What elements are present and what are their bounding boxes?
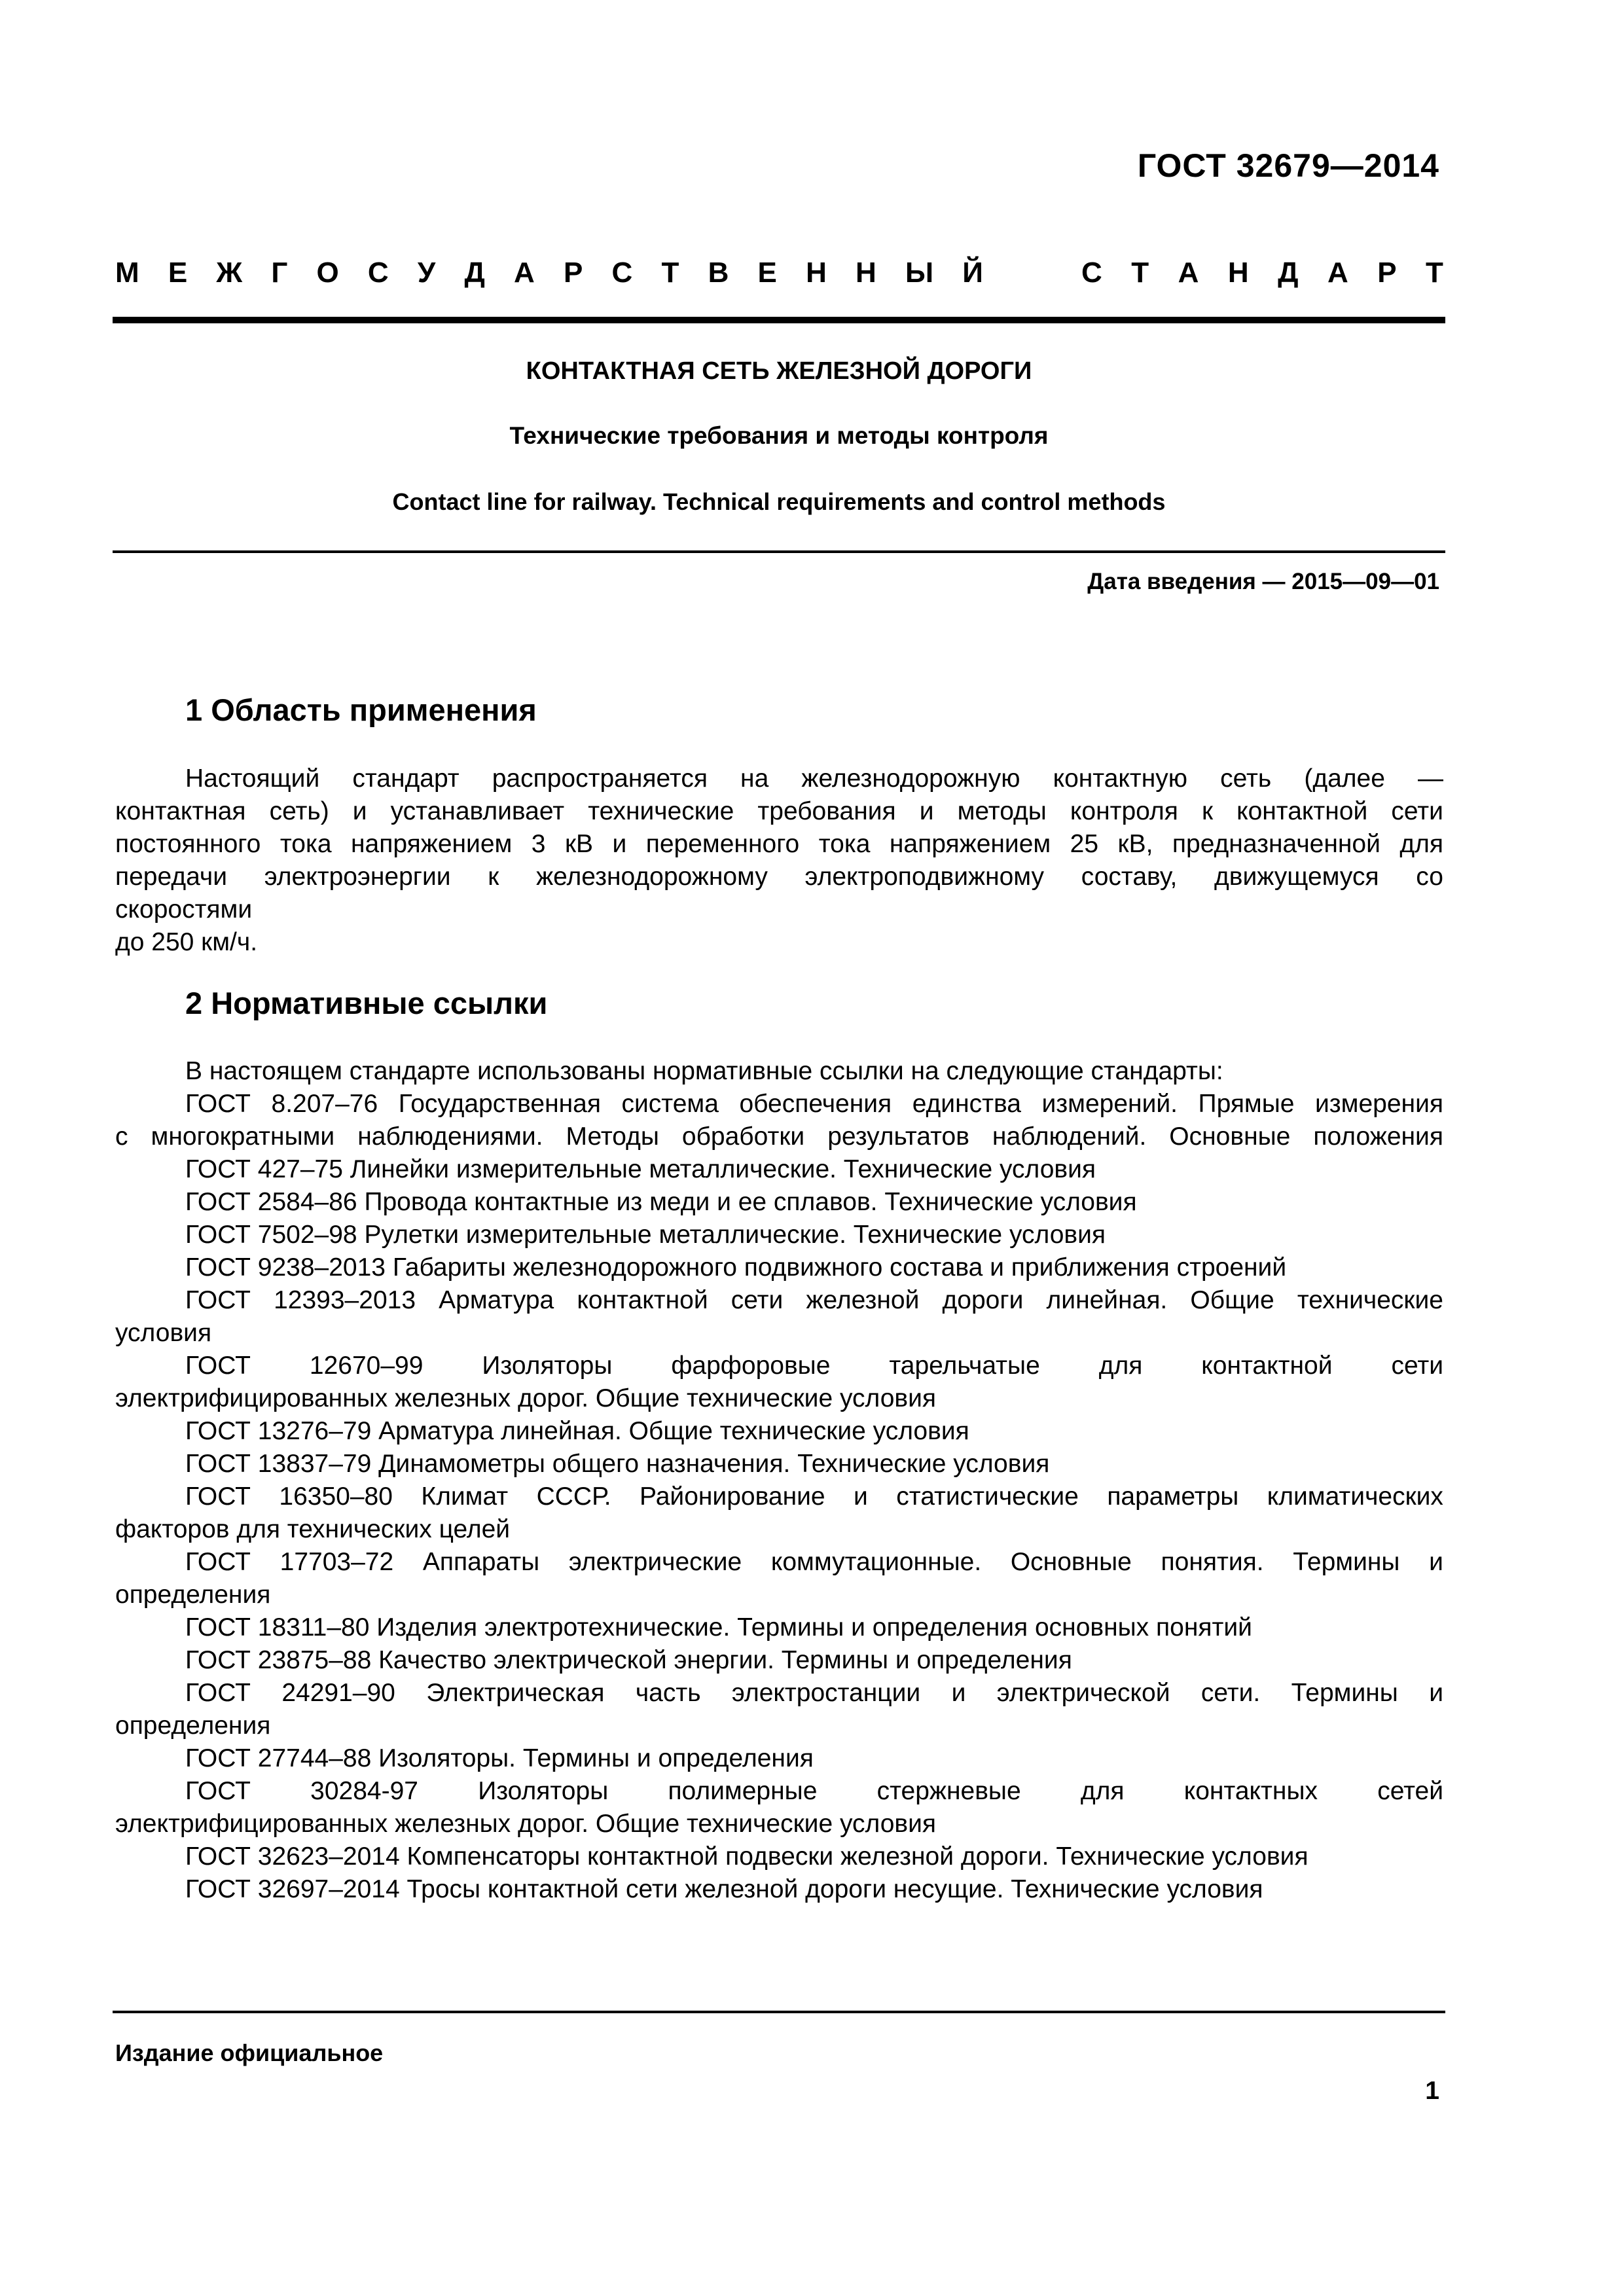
reference-line: электрифицированных железных дорог. Общие технические условия (115, 1384, 937, 1412)
banner-letter: Е (168, 257, 188, 289)
banner-letter: Н (856, 257, 876, 289)
word: обеспечения (739, 1090, 892, 1118)
word: линейная. (1046, 1286, 1168, 1314)
word: для (1098, 1352, 1143, 1380)
banner-letter: Ы (905, 257, 934, 289)
word: и (951, 1679, 966, 1707)
word: Изоляторы (478, 1777, 609, 1805)
word: ГОСТ (185, 1548, 251, 1576)
text-line (115, 861, 1443, 893)
word: кВ, (1117, 830, 1153, 858)
word: контроля (1070, 797, 1178, 825)
header-divider (113, 317, 1445, 323)
word: контактную (1053, 764, 1188, 793)
word: полимерные (668, 1777, 818, 1805)
word: электрические (568, 1548, 742, 1576)
word: Изоляторы (482, 1352, 613, 1380)
word: обработки (681, 1122, 805, 1151)
reference-line: ГОСТ 23875–88 Качество электрической энергии. Термины и определения (185, 1646, 1072, 1674)
word: к (1201, 797, 1214, 825)
reference-line: ГОСТ 32623–2014 Компенсаторы контактной подвески железной дороги. Технические условия (185, 1842, 1308, 1871)
word: Районирование (640, 1482, 825, 1511)
word: требования (757, 797, 896, 825)
reference-line: электрифицированных железных дорог. Общие технические условия (115, 1810, 937, 1838)
banner-letter: Т (1131, 257, 1149, 289)
word: железнодорожному (536, 863, 768, 891)
banner-letter: С (367, 257, 389, 289)
word: с (115, 1122, 128, 1151)
banner-letter: Р (563, 257, 583, 289)
reference-line: ГОСТ 18311–80 Изделия электротехнические. Термины и определения основных понятий (185, 1613, 1252, 1641)
section-2-heading: 2 Нормативные ссылки (185, 986, 548, 1020)
banner-letter: В (708, 257, 729, 289)
banner-letter: М (115, 257, 139, 289)
title-divider (113, 550, 1445, 553)
word: климатических (1267, 1482, 1443, 1511)
document-subtitle: Технические требования и методы контроля (509, 422, 1049, 449)
word: электроподвижному (804, 863, 1045, 891)
reference-line: ГОСТ 32697–2014 Тросы контактной сети железной дороги несущие. Технические условия (185, 1875, 1263, 1903)
document-title-english: Contact line for railway. Technical requirements and control methods (392, 488, 1166, 515)
word: ГОСТ (185, 1679, 251, 1707)
word: технические (588, 797, 734, 825)
banner-letter: Й (962, 257, 983, 289)
word: 12670–99 (309, 1352, 424, 1380)
word: электроэнергии (264, 863, 451, 891)
footer-divider (113, 2011, 1445, 2013)
reference-line (115, 1088, 1443, 1121)
word: Настоящий (185, 764, 320, 793)
word: для (1399, 830, 1443, 858)
word: параметры (1107, 1482, 1239, 1511)
reference-line (115, 1121, 1443, 1153)
reference-line: ГОСТ 9238–2013 Габариты железнодорожного подвижного состава и приближения строений (185, 1253, 1287, 1282)
word: 24291–90 (281, 1679, 395, 1707)
word: Прямые (1198, 1090, 1295, 1118)
banner-letter: О (316, 257, 339, 289)
word: фарфоровые (671, 1352, 831, 1380)
word: Термины (1291, 1679, 1398, 1707)
word: Термины (1293, 1548, 1400, 1576)
banner-letter: Д (1278, 257, 1299, 289)
word: 12393–2013 (274, 1286, 416, 1314)
interstate-standard-banner (115, 250, 1443, 296)
word: 16350–80 (279, 1482, 393, 1511)
word: технические (1297, 1286, 1443, 1314)
word: Арматура (439, 1286, 554, 1314)
banner-letter: Д (464, 257, 485, 289)
word: предназначенной (1172, 830, 1380, 858)
word: напряжением (889, 830, 1051, 858)
banner-letter: У (417, 257, 436, 289)
word: ГОСТ (185, 1286, 251, 1314)
word: положения (1313, 1122, 1443, 1151)
word: постоянного (115, 830, 261, 858)
word: для (1080, 1777, 1125, 1805)
word: контактных (1183, 1777, 1318, 1805)
word: сети. (1200, 1679, 1261, 1707)
introduction-date: Дата введения — 2015—09—01 (1087, 569, 1439, 594)
banner-letter: Р (1377, 257, 1397, 289)
section-1-body (115, 762, 1443, 959)
banner-word-interstate (115, 257, 983, 289)
word: тарельчатые (889, 1352, 1040, 1380)
text-line (115, 762, 1443, 795)
word: Электрическая (426, 1679, 605, 1707)
word: Методы (566, 1122, 659, 1151)
text-line (115, 795, 1443, 828)
gost-number: ГОСТ 32679—2014 (1137, 147, 1439, 184)
word: 17703–72 (280, 1548, 394, 1576)
word: Государственная (398, 1090, 601, 1118)
word: система (621, 1090, 719, 1118)
word: измерения (1315, 1090, 1443, 1118)
banner-letter: Т (1426, 257, 1443, 289)
word: часть (635, 1679, 701, 1707)
word: и (1429, 1679, 1443, 1707)
reference-line: ГОСТ 13837–79 Динамометры общего назначения. Технические условия (185, 1450, 1050, 1478)
word: (далее (1304, 764, 1385, 793)
banner-letter: Ж (216, 257, 243, 289)
word: понятия. (1161, 1548, 1264, 1576)
word: передачи (115, 863, 228, 891)
word: статистические (896, 1482, 1079, 1511)
word: тока (818, 830, 871, 858)
word: Климат (421, 1482, 509, 1511)
word: ГОСТ (185, 1090, 251, 1118)
word: сеть (1220, 764, 1272, 793)
word: и (854, 1482, 868, 1511)
word: ГОСТ (185, 1482, 251, 1511)
word: железной (806, 1286, 920, 1314)
word: единства (912, 1090, 1021, 1118)
reference-line (115, 1480, 1443, 1513)
word: — (1418, 764, 1443, 793)
word: кВ (564, 830, 594, 858)
word: Аппараты (422, 1548, 540, 1576)
banner-letter: Г (271, 257, 288, 289)
reference-line: определения (115, 1581, 271, 1609)
reference-line: условия (115, 1319, 212, 1347)
word: Основные (1010, 1548, 1132, 1576)
word: и (1429, 1548, 1443, 1576)
word: контактная (115, 797, 246, 825)
section-1-heading: 1 Область применения (185, 692, 537, 727)
word: железнодорожную (801, 764, 1020, 793)
word: дороги (942, 1286, 1024, 1314)
reference-line: ГОСТ 27744–88 Изоляторы. Термины и определения (185, 1744, 814, 1772)
word: и (919, 797, 934, 825)
word: 30284-97 (310, 1777, 418, 1805)
word: многократными (151, 1122, 335, 1151)
word: распространяется (492, 764, 708, 793)
word: наблюдениями. (357, 1122, 543, 1151)
word: результатов (827, 1122, 969, 1151)
banner-letter: А (1327, 257, 1348, 289)
banner-letter: А (514, 257, 535, 289)
word: методы (957, 797, 1047, 825)
reference-line: ГОСТ 13276–79 Арматура линейная. Общие технические условия (185, 1417, 969, 1445)
text-line (115, 828, 1443, 861)
word: устанавливает (390, 797, 565, 825)
word: движущемуся (1214, 863, 1379, 891)
reference-line (115, 1350, 1443, 1382)
reference-line (115, 1546, 1443, 1579)
word: и (352, 797, 367, 825)
word: электростанции (731, 1679, 921, 1707)
text-line: скоростями (115, 895, 253, 924)
word: сетей (1377, 1777, 1443, 1805)
reference-line: определения (115, 1712, 271, 1740)
word: и (612, 830, 627, 858)
banner-letter: С (1081, 257, 1102, 289)
text-line: В настоящем стандарте использованы нормативные ссылки на следующие стандарты: (185, 1057, 1223, 1085)
word: со (1416, 863, 1443, 891)
reference-line: ГОСТ 2584–86 Провода контактные из меди и ее сплавов. Технические условия (185, 1188, 1137, 1216)
word: стержневые (876, 1777, 1021, 1805)
banner-letter: Т (661, 257, 679, 289)
word: ГОСТ (185, 1777, 251, 1805)
word: ГОСТ (185, 1352, 251, 1380)
word: контактной (1201, 1352, 1333, 1380)
text-line: до 250 км/ч. (115, 928, 258, 956)
banner-letter: Н (806, 257, 827, 289)
word: 25 (1070, 830, 1099, 858)
word: СССР. (536, 1482, 611, 1511)
word: контактной (577, 1286, 708, 1314)
word: составу, (1081, 863, 1178, 891)
banner-letter: Е (757, 257, 777, 289)
word: сеть) (269, 797, 329, 825)
word: тока (280, 830, 332, 858)
word: Общие (1190, 1286, 1274, 1314)
banner-letter: С (611, 257, 633, 289)
word: наблюдений. (992, 1122, 1147, 1151)
word: коммутационные. (770, 1548, 982, 1576)
word: к (488, 863, 499, 891)
reference-line: ГОСТ 7502–98 Рулетки измерительные металлические. Технические условия (185, 1221, 1106, 1249)
banner-word-standard (1081, 257, 1443, 289)
word: сети (1391, 797, 1443, 825)
banner-letter: А (1178, 257, 1199, 289)
official-edition-label: Издание официальное (115, 2039, 384, 2066)
word: 3 (531, 830, 546, 858)
reference-line: факторов для технических целей (115, 1515, 511, 1543)
word: стандарт (352, 764, 460, 793)
reference-line (115, 1284, 1443, 1317)
word: Основные (1169, 1122, 1291, 1151)
word: сети (731, 1286, 784, 1314)
word: напряжением (351, 830, 513, 858)
word: сети (1391, 1352, 1443, 1380)
section-2-body (115, 1055, 1443, 1906)
page-number: 1 (1425, 2077, 1439, 2105)
word: контактной (1236, 797, 1368, 825)
document-title: КОНТАКТНАЯ СЕТЬ ЖЕЛЕЗНОЙ ДОРОГИ (526, 357, 1032, 385)
reference-line (115, 1677, 1443, 1710)
word: электрической (996, 1679, 1170, 1707)
reference-line (115, 1775, 1443, 1808)
word: на (740, 764, 769, 793)
word: переменного (645, 830, 800, 858)
word: 8.207–76 (271, 1090, 378, 1118)
word: измерений. (1041, 1090, 1178, 1118)
reference-line: ГОСТ 427–75 Линейки измерительные металлические. Технические условия (185, 1155, 1096, 1183)
banner-letter: Н (1227, 257, 1249, 289)
